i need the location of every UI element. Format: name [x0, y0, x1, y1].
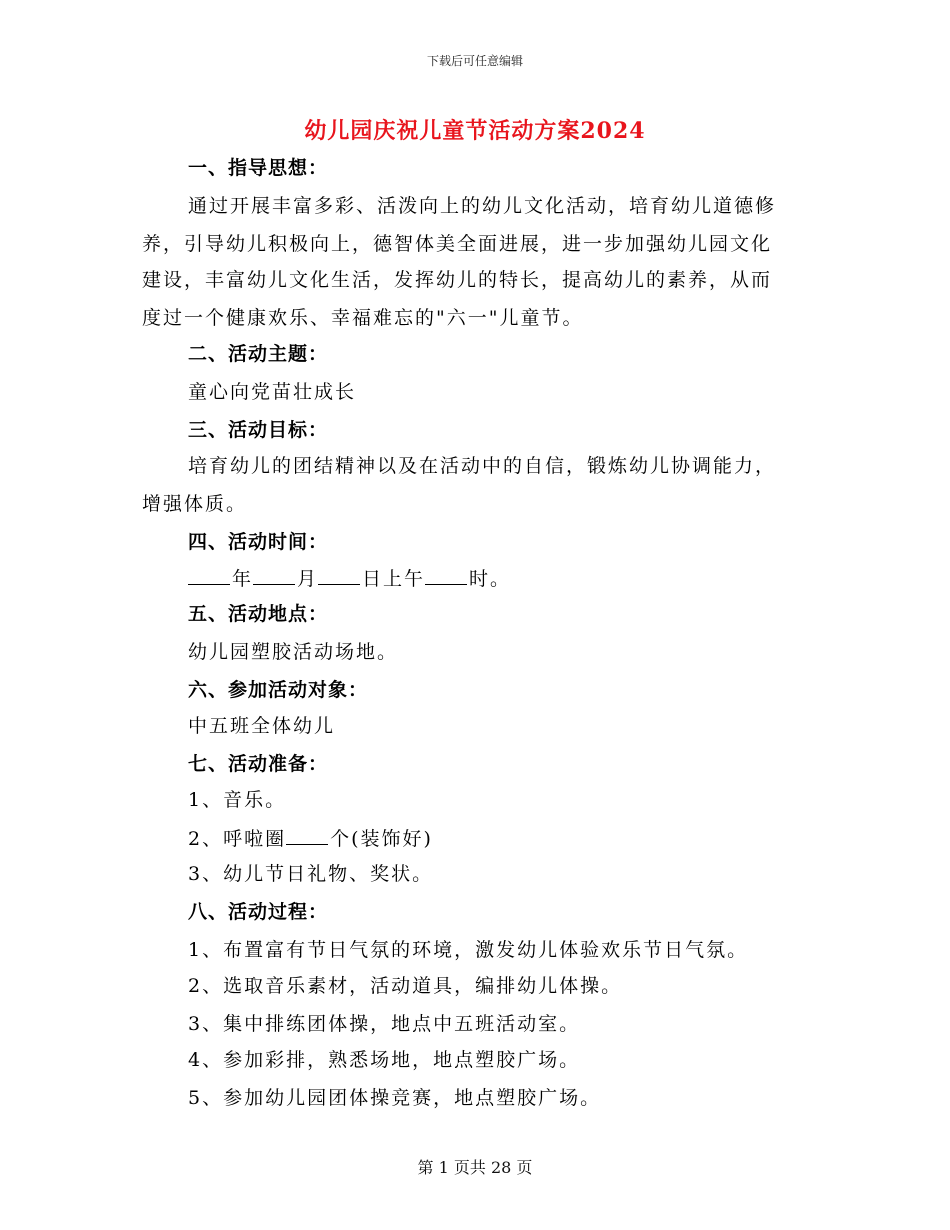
section-7-item-1: 1、音乐。 — [188, 789, 287, 811]
section-8-item-5: 5、参加幼儿园团体操竞赛，地点塑胶广场。 — [188, 1087, 602, 1109]
hour-label: 时。 — [469, 568, 512, 590]
section-2-heading: 二、活动主题： — [188, 343, 329, 365]
section-7-heading: 七、活动准备： — [188, 753, 329, 775]
day-label: 日上午 — [362, 568, 426, 590]
section-6-heading: 六、参加活动对象： — [188, 679, 369, 701]
section-5-heading: 五、活动地点： — [188, 603, 329, 625]
section-3-heading: 三、活动目标： — [188, 419, 329, 441]
section-8-item-4: 4、参加彩排，熟悉场地，地点塑胶广场。 — [188, 1049, 581, 1071]
item-2-suffix: 个(装饰好) — [330, 828, 433, 850]
day-blank — [318, 566, 360, 585]
year-label: 年 — [232, 568, 254, 590]
hour-blank — [425, 566, 467, 585]
page-footer: 第 1 页共 28 页 — [417, 1158, 533, 1177]
section-1-heading: 一、指导思想： — [188, 157, 329, 179]
section-1-paragraph-line-4: 度过一个健康欢乐、幸福难忘的"六一"儿童节。 — [142, 307, 584, 329]
section-6-text: 中五班全体幼儿 — [188, 715, 336, 737]
section-8-heading: 八、活动过程： — [188, 901, 329, 923]
section-5-text: 幼儿园塑胶活动场地。 — [188, 641, 399, 663]
section-8-item-3: 3、集中排练团体操，地点中五班活动室。 — [188, 1013, 581, 1035]
section-1-paragraph-line-3: 建设，丰富幼儿文化生活，发挥幼儿的特长，提高幼儿的素养，从而 — [142, 269, 773, 291]
section-7-item-2 — [188, 826, 433, 851]
section-2-text: 童心向党苗壮成长 — [188, 381, 357, 403]
section-1-paragraph-line-2: 养，引导幼儿积极向上，德智体美全面进展，进一步加强幼儿园文化 — [142, 233, 773, 255]
document-title: 幼儿园庆祝儿童节活动方案2024 — [304, 118, 646, 144]
section-4-heading: 四、活动时间： — [188, 531, 329, 553]
section-3-paragraph-line-2: 增强体质。 — [142, 493, 248, 515]
section-8-item-2: 2、选取音乐素材，活动道具，编排幼儿体操。 — [188, 975, 623, 997]
section-4-time-blanks — [188, 566, 511, 591]
item-2-prefix: 2、呼啦圈 — [188, 828, 287, 850]
header-note: 下载后可任意编辑 — [426, 54, 523, 68]
section-1-paragraph-line-1: 通过开展丰富多彩、活泼向上的幼儿文化活动，培育幼儿道德修 — [188, 195, 777, 217]
month-blank — [253, 566, 295, 585]
month-label: 月 — [297, 568, 319, 590]
year-blank — [188, 566, 230, 585]
section-3-paragraph-line-1: 培育幼儿的团结精神以及在活动中的自信，锻炼幼儿协调能力， — [188, 455, 777, 477]
hoop-count-blank — [286, 826, 328, 845]
section-8-item-1: 1、布置富有节日气氛的环境，激发幼儿体验欢乐节日气氛。 — [188, 939, 749, 961]
section-7-item-3: 3、幼儿节日礼物、奖状。 — [188, 863, 434, 885]
